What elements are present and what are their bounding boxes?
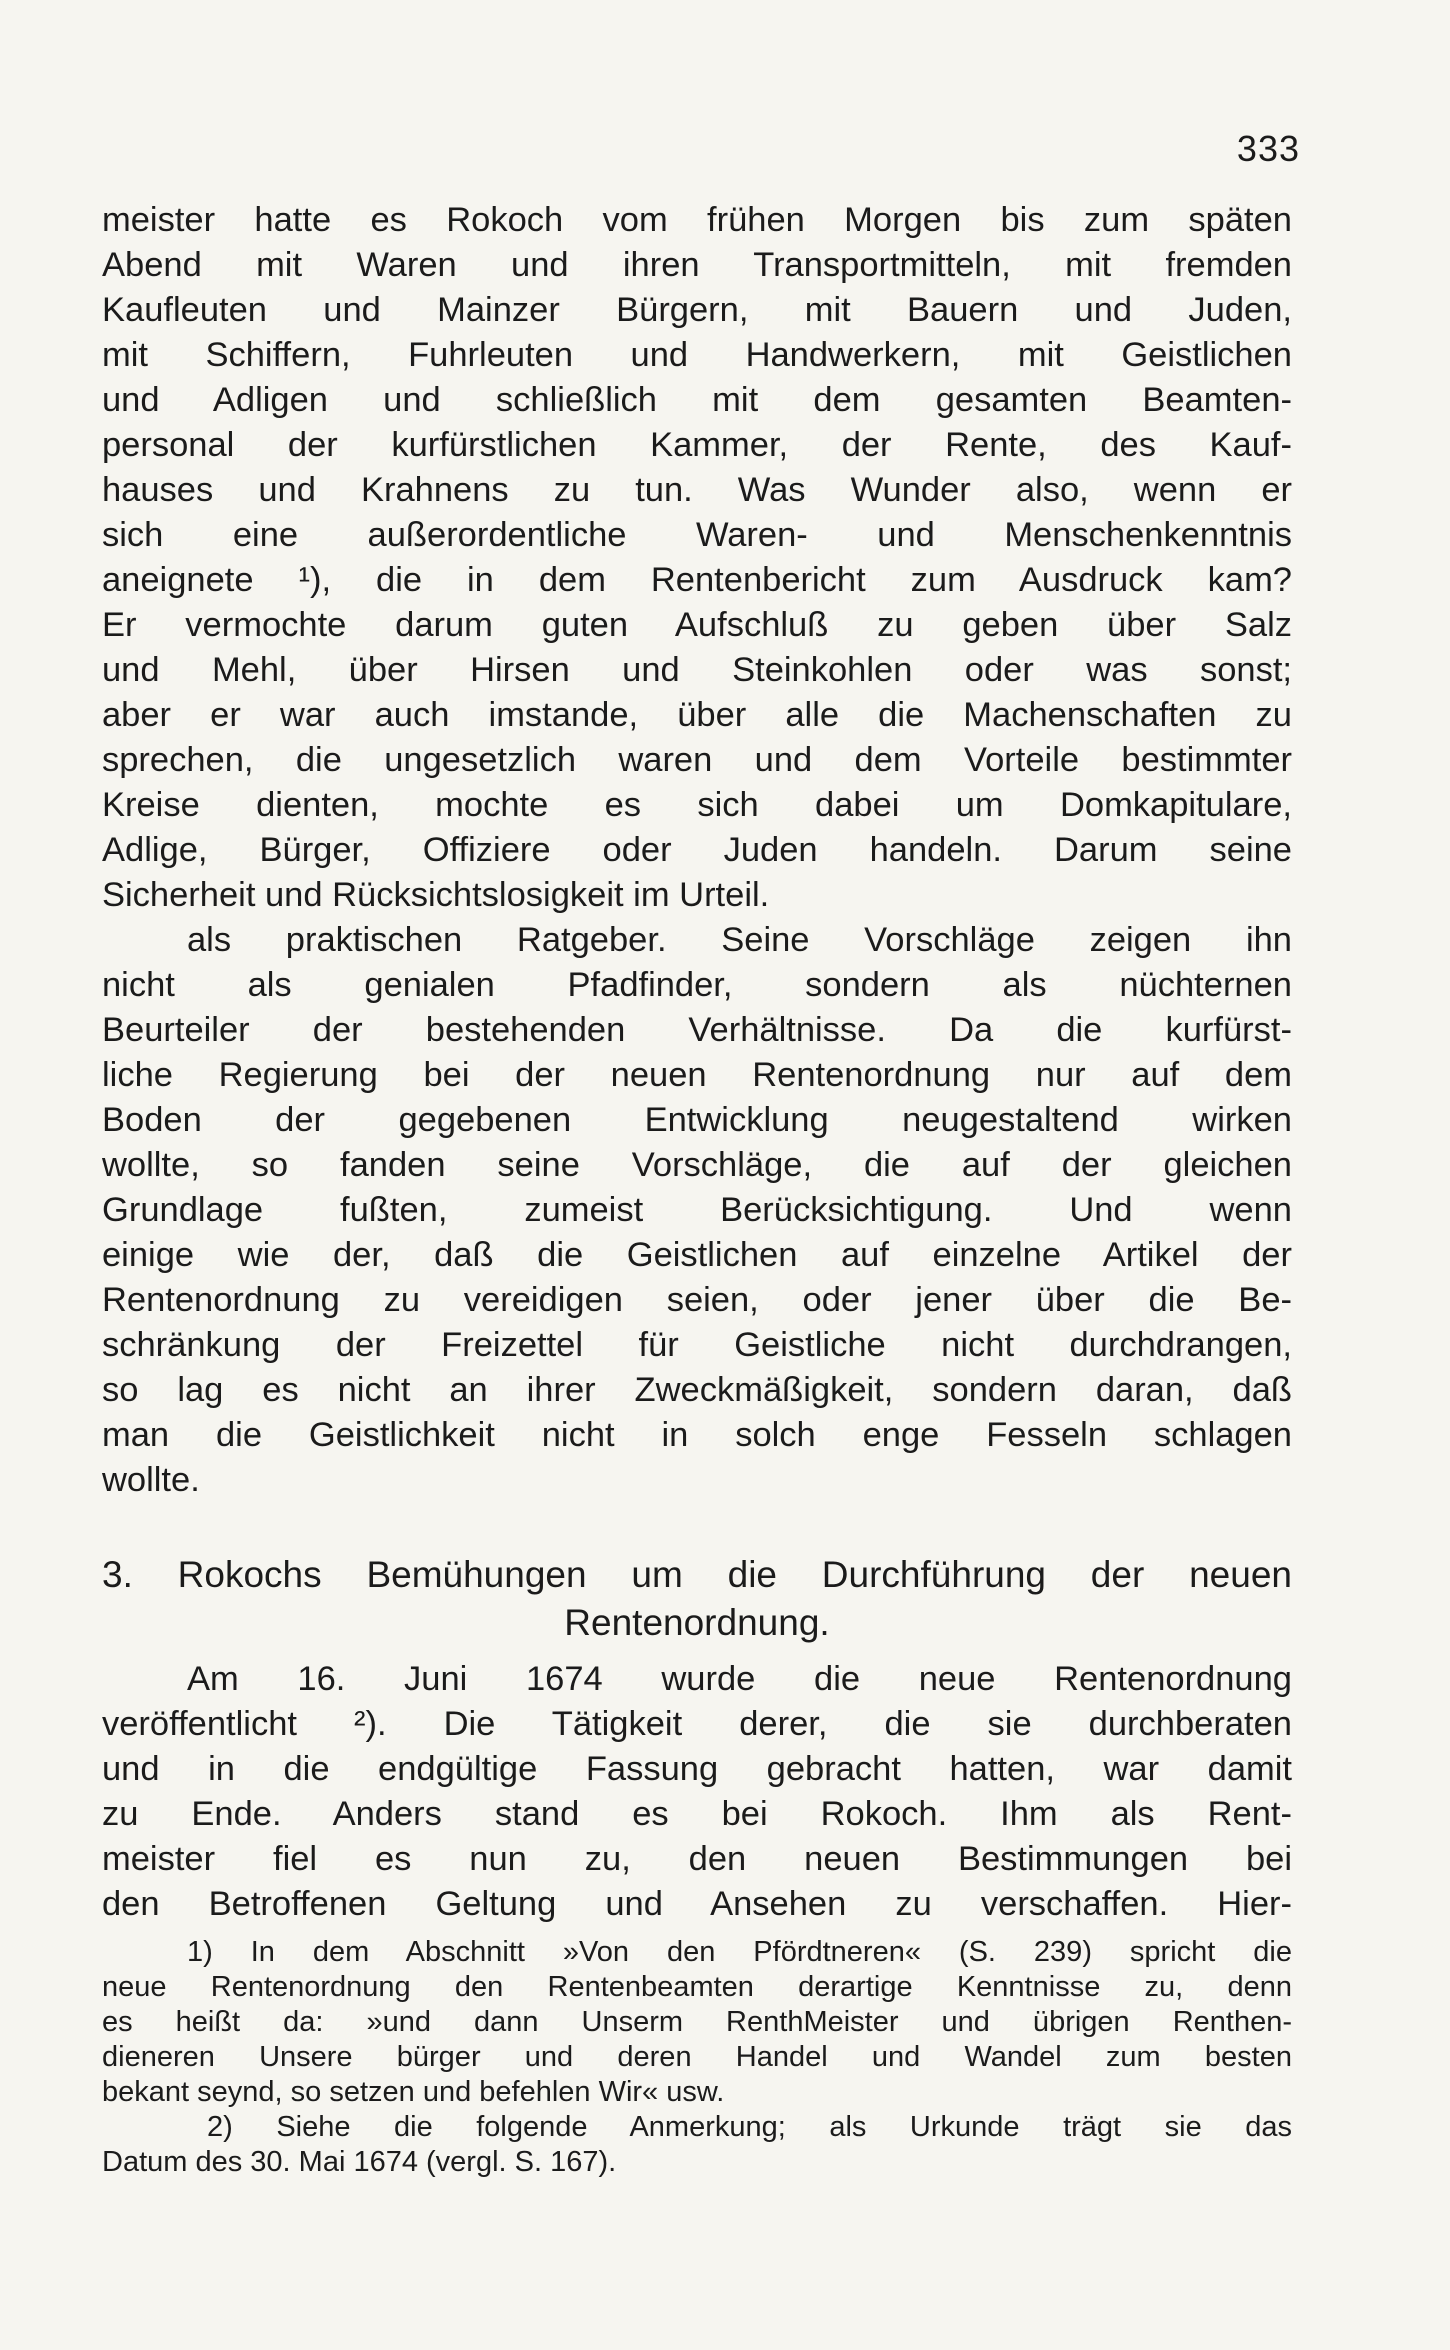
text-line: einige wie der, daß die Geistlichen auf einzelne Artikel der — [102, 1236, 1292, 1274]
text-line: mit Schiffern, Fuhrleuten und Handwerkern, mit Geistlichen — [102, 336, 1292, 374]
text-line: personal der kurfürstlichen Kammer, der Rente, des Kauf- — [102, 426, 1292, 464]
text-line: den Betroffenen Geltung und Ansehen zu verschaffen. Hier- — [102, 1885, 1292, 1923]
footnote-line: Datum des 30. Mai 1674 (vergl. S. 167). — [102, 2146, 617, 2178]
text-line: Kreise dienten, mochte es sich dabei um Domkapitulare, — [102, 786, 1292, 824]
text-line: meister fiel es nun zu, den neuen Bestimmungen bei — [102, 1840, 1292, 1878]
text-line: wollte. — [102, 1461, 200, 1499]
text-line: nicht als genialen Pfadfinder, sondern als nüchternen — [102, 966, 1292, 1004]
text-line: so lag es nicht an ihrer Zweckmäßigkeit, sondern daran, daß — [102, 1371, 1292, 1409]
page-body — [102, 198, 1292, 2180]
text-line: liche Regierung bei der neuen Rentenordnung nur auf dem — [102, 1056, 1292, 1094]
text-line: als praktischen Ratgeber. Seine Vorschläge zeigen ihn — [187, 921, 1292, 959]
text-line: meister hatte es Rokoch vom frühen Morgen bis zum späten — [102, 201, 1292, 239]
text-line: aber er war auch imstande, über alle die Machenschaften zu — [102, 696, 1292, 734]
text-line: zu Ende. Anders stand es bei Rokoch. Ihm als Rent- — [102, 1795, 1292, 1833]
text-line: veröffentlicht ²). Die Tätigkeit derer, die sie durchberaten — [102, 1705, 1292, 1743]
text-line: und in die endgültige Fassung gebracht hatten, war damit — [102, 1750, 1292, 1788]
text-line: Rentenordnung zu vereidigen seien, oder jener über die Be- — [102, 1281, 1292, 1319]
text-line: Sicherheit und Rücksichtslosigkeit im Urteil. — [102, 876, 770, 914]
text-line: sprechen, die ungesetzlich waren und dem Vorteile bestimmter — [102, 741, 1292, 779]
page-number: 333 — [1236, 128, 1300, 169]
text-line: Grundlage fußten, zumeist Berücksichtigung. Und wenn — [102, 1191, 1292, 1229]
heading-line: Rentenordnung. — [564, 1602, 830, 1643]
text-line: Boden der gegebenen Entwicklung neugestaltend wirken — [102, 1101, 1292, 1139]
paragraph-3 — [102, 1657, 1292, 1927]
text-line: hauses und Krahnens zu tun. Was Wunder also, wenn er — [102, 471, 1292, 509]
text-line: Abend mit Waren und ihren Transportmitteln, mit fremden — [102, 246, 1292, 284]
heading-line: 3. Rokochs Bemühungen um die Durchführung der neuen — [102, 1554, 1292, 1595]
footnote-line: es heißt da: »und dann Unserm RenthMeister und übrigen Renthen- — [102, 2006, 1292, 2038]
footnote-line: bekant seynd, so setzen und befehlen Wir« usw. — [102, 2076, 725, 2108]
text-line: Am 16. Juni 1674 wurde die neue Rentenordnung — [187, 1660, 1292, 1698]
text-line: wollte, so fanden seine Vorschläge, die auf der gleichen — [102, 1146, 1292, 1184]
text-line: Adlige, Bürger, Offiziere oder Juden handeln. Darum seine — [102, 831, 1292, 869]
section-heading — [102, 1551, 1292, 1647]
text-line: schränkung der Freizettel für Geistliche nicht durchdrangen, — [102, 1326, 1292, 1364]
text-line: aneignete ¹), die in dem Rentenbericht zum Ausdruck kam? — [102, 561, 1292, 599]
footnote-line: 2) Siehe die folgende Anmerkung; als Urkunde trägt sie das — [207, 2111, 1292, 2143]
footnotes — [102, 1935, 1292, 2180]
footnote-line: neue Rentenordnung den Rentenbeamten derartige Kenntnisse zu, denn — [102, 1971, 1292, 2003]
text-line: Beurteiler der bestehenden Verhältnisse. Da die kurfürst- — [102, 1011, 1292, 1049]
text-line: man die Geistlichkeit nicht in solch enge Fesseln schlagen — [102, 1416, 1292, 1454]
text-line: und Mehl, über Hirsen und Steinkohlen oder was sonst; — [102, 651, 1292, 689]
text-line: und Adligen und schließlich mit dem gesamten Beamten- — [102, 381, 1292, 419]
paragraph-1 — [102, 198, 1292, 918]
text-line: Kaufleuten und Mainzer Bürgern, mit Bauern und Juden, — [102, 291, 1292, 329]
footnote-line: 1) In dem Abschnitt »Von den Pfördtneren« (S. 239) spricht die — [187, 1936, 1292, 1968]
text-line: Er vermochte darum guten Aufschluß zu geben über Salz — [102, 606, 1292, 644]
text-line: sich eine außerordentliche Waren- und Menschenkenntnis — [102, 516, 1292, 554]
footnote-line: dieneren Unsere bürger und deren Handel und Wandel zum besten — [102, 2041, 1292, 2073]
paragraph-2 — [102, 918, 1292, 1503]
